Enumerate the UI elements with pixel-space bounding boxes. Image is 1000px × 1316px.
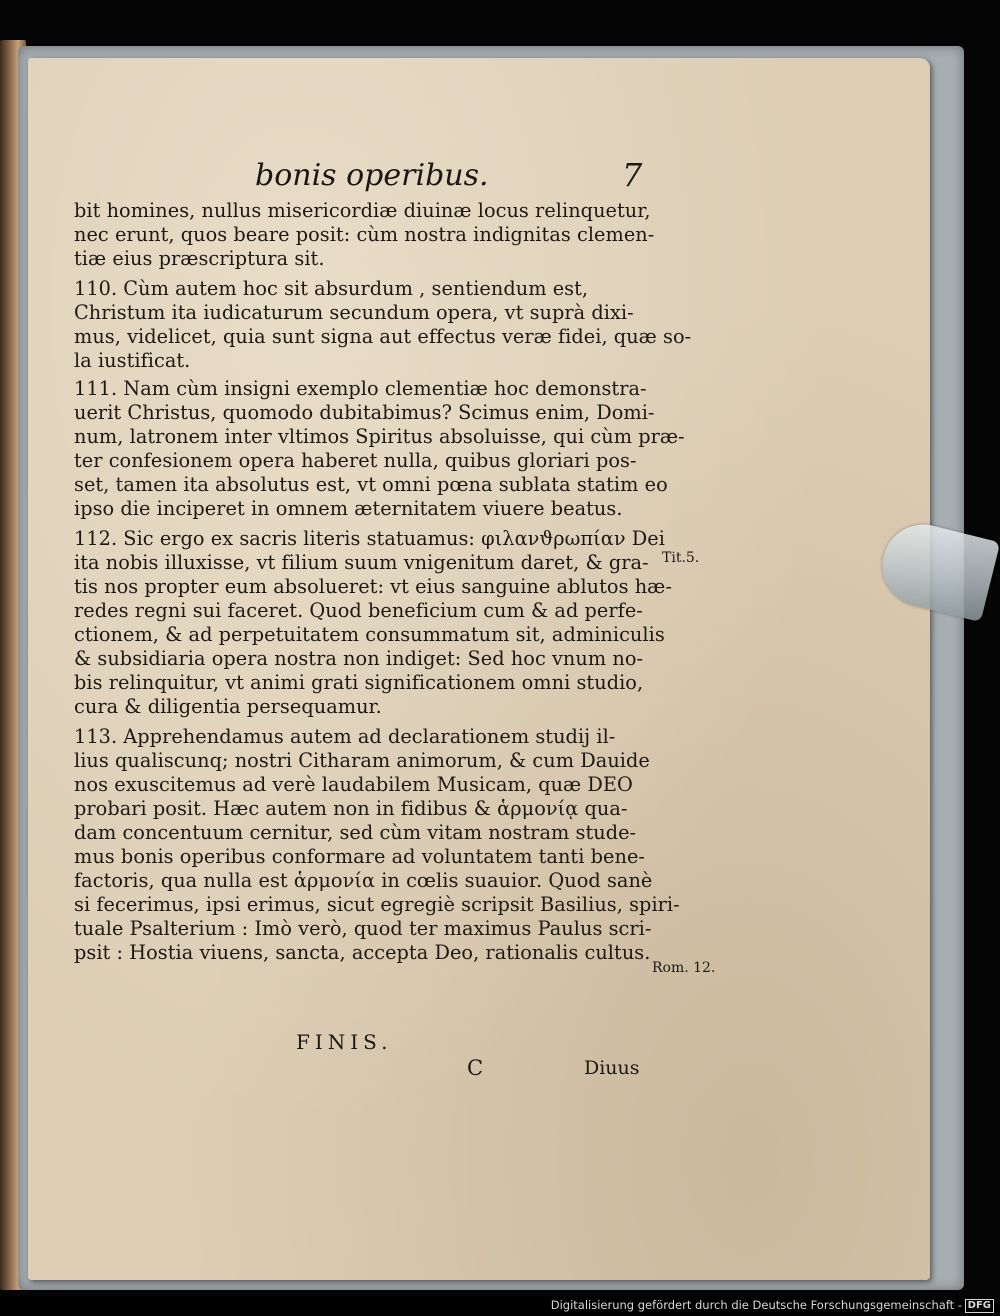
text-line: bit homines, nullus misericordiæ diuinæ locus relinquetur, bbox=[74, 199, 651, 222]
text-line: tiæ eius præscriptura sit. bbox=[74, 247, 325, 270]
text-line: psit : Hostia viuens, sancta, accepta Deo, rationalis cultus. bbox=[74, 941, 651, 964]
text-line: ctionem, & ad perpetuitatem consummatum sit, adminiculis bbox=[74, 623, 665, 646]
text-line: 112. Sic ergo ex sacris literis statuamus: φιλανϑρωπίαν Dei bbox=[74, 527, 665, 550]
text-line: redes regni sui faceret. Quod beneficium cum & ad perfe- bbox=[74, 599, 643, 622]
text-line: 113. Apprehendamus autem ad declarationem studij il- bbox=[74, 725, 616, 748]
text-line: probari posit. Hæc autem non in fidibus & ἁρμονίᾳ qua- bbox=[74, 797, 628, 820]
text-line: 110. Cùm autem hoc sit absurdum , sentiendum est, bbox=[74, 277, 589, 300]
text-line: si fecerimus, ipsi erimus, sicut egregiè scripsit Basilius, spiri- bbox=[74, 893, 680, 916]
text-line: cura & diligentia persequamur. bbox=[74, 695, 382, 718]
text-line: ita nobis illuxisse, vt filium suum vnigenitum daret, & gra- bbox=[74, 551, 649, 574]
text-line: set, tamen ita absolutus est, vt omni pœna sublata statim eo bbox=[74, 473, 668, 496]
text-line: nec erunt, quos beare posit: cùm nostra indignitas clemen- bbox=[74, 223, 655, 246]
text-line: num, latronem inter vltimos Spiritus absoluisse, qui cùm præ- bbox=[74, 425, 685, 448]
text-line: ter confesionem opera haberet nulla, quibus gloriari pos- bbox=[74, 449, 637, 472]
margin-note-romans: Rom. 12. bbox=[652, 960, 716, 976]
text-line: la iustificat. bbox=[74, 349, 191, 372]
page-number: 7 bbox=[622, 156, 643, 194]
text-line: lius qualiscunq; nostri Citharam animorum, & cum Dauide bbox=[74, 749, 650, 772]
text-line: ipso die inciperet in omnem æternitatem viuere beatus. bbox=[74, 497, 623, 520]
text-line: mus, videlicet, quia sunt signa aut effectus veræ fidei, quæ so- bbox=[74, 325, 692, 348]
text-line: tis nos propter eum absolueret: vt eius sanguine ablutos hæ- bbox=[74, 575, 672, 598]
text-line: nos exuscitemus ad verè laudabilem Musicam, quæ DEO bbox=[74, 773, 633, 796]
finis-label: FINIS. bbox=[296, 1030, 393, 1054]
text-line: dam concentuum cernitur, sed cùm vitam nostram stude- bbox=[74, 821, 637, 844]
text-line: & subsidiaria opera nostra non indiget: Sed hoc vnum no- bbox=[74, 647, 644, 670]
text-line: mus bonis operibus conformare ad voluntatem tanti bene- bbox=[74, 845, 645, 868]
text-line: factoris, qua nulla est ἁρμονία in cœlis suauior. Quod sanè bbox=[74, 869, 653, 892]
text-line: uerit Christus, quomodo dubitabimus? Scimus enim, Domi- bbox=[74, 401, 655, 424]
dfg-logo: DFG bbox=[965, 1299, 994, 1313]
running-head: bonis operibus. bbox=[255, 158, 489, 193]
catchword: Diuus bbox=[584, 1057, 640, 1079]
signature-mark: C bbox=[467, 1056, 484, 1080]
text-line: Christum ita iudicaturum secundum opera, vt suprà dixi- bbox=[74, 301, 634, 324]
footer-bar bbox=[0, 1296, 1000, 1316]
text-line: bis relinquitur, vt animi grati significationem omni studio, bbox=[74, 671, 644, 694]
text-line: 111. Nam cùm insigni exemplo clementiæ hoc demonstra- bbox=[74, 377, 647, 400]
funding-credit: Digitalisierung gefördert durch die Deutsche Forschungsgemeinschaft - bbox=[550, 1298, 962, 1312]
margin-note-titus: Tit.5. bbox=[662, 550, 700, 566]
text-line: tuale Psalterium : Imò verò, quod ter maximus Paulus scri- bbox=[74, 917, 652, 940]
